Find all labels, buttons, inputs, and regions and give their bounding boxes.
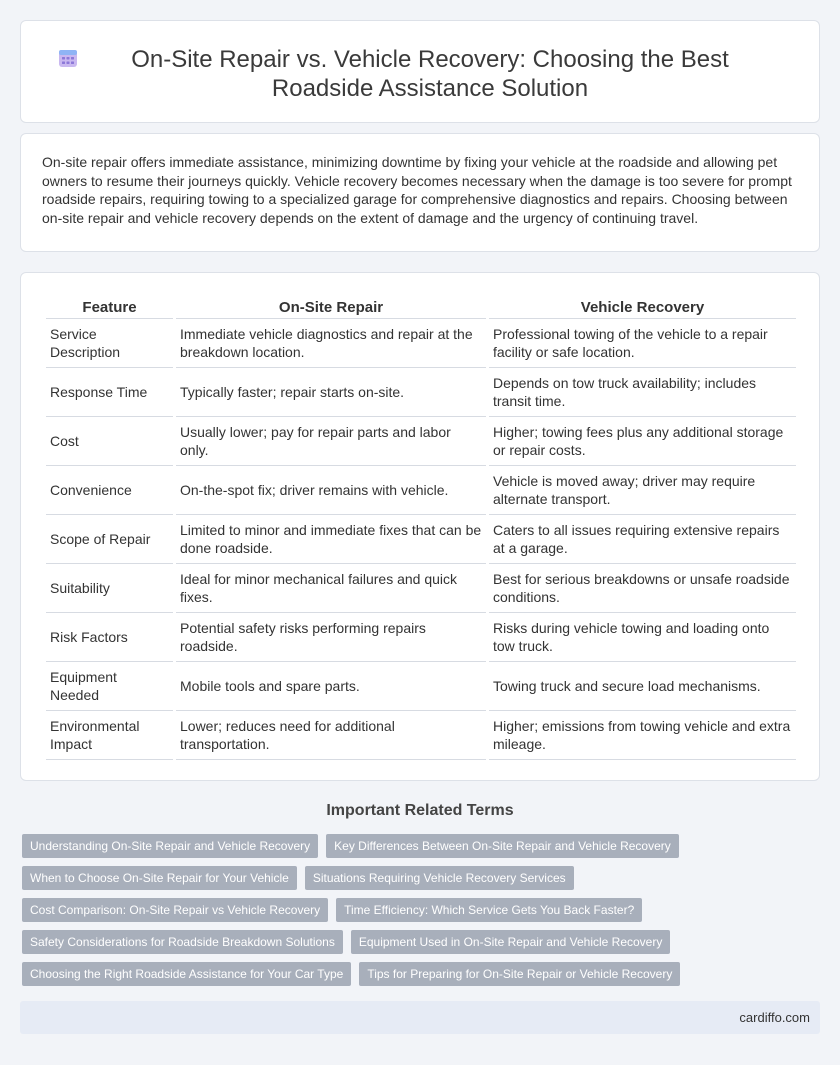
feature-cell: Environmental Impact: [46, 711, 173, 760]
recovery-cell: Higher; towing fees plus any additional storage or repair costs.: [489, 417, 796, 466]
related-term-link[interactable]: Choosing the Right Roadside Assistance for Your Car Type: [22, 962, 351, 986]
tag-row: [22, 898, 822, 922]
on-site-cell: Potential safety risks performing repairs roadside.: [176, 613, 486, 662]
related-term-link[interactable]: Cost Comparison: On-Site Repair vs Vehicle Recovery: [22, 898, 328, 922]
title-card: [20, 20, 820, 123]
feature-cell: Equipment Needed: [46, 662, 173, 711]
tag-row: [22, 930, 822, 954]
recovery-cell: Professional towing of the vehicle to a repair facility or safe location.: [489, 319, 796, 368]
header-vehicle-recovery: Vehicle Recovery: [489, 295, 796, 319]
table-row: [46, 319, 796, 368]
header-on-site-repair: On-Site Repair: [176, 295, 486, 319]
recovery-cell: Towing truck and secure load mechanisms.: [489, 662, 796, 711]
feature-cell: Suitability: [46, 564, 173, 613]
tag-row: [22, 834, 822, 858]
on-site-cell: On-the-spot fix; driver remains with vehicle.: [176, 466, 486, 515]
feature-cell: Scope of Repair: [46, 515, 173, 564]
related-term-link[interactable]: Equipment Used in On-Site Repair and Vehicle Recovery: [351, 930, 671, 954]
on-site-cell: Limited to minor and immediate fixes that can be done roadside.: [176, 515, 486, 564]
related-terms-list: [22, 834, 822, 994]
recovery-cell: Depends on tow truck availability; includes transit time.: [489, 368, 796, 417]
related-term-link[interactable]: When to Choose On-Site Repair for Your Vehicle: [22, 866, 297, 890]
related-term-link[interactable]: Understanding On-Site Repair and Vehicle Recovery: [22, 834, 318, 858]
recovery-cell: Vehicle is moved away; driver may require alternate transport.: [489, 466, 796, 515]
related-term-link[interactable]: Tips for Preparing for On-Site Repair or Vehicle Recovery: [359, 962, 680, 986]
related-term-link[interactable]: Key Differences Between On-Site Repair and Vehicle Recovery: [326, 834, 679, 858]
on-site-cell: Immediate vehicle diagnostics and repair at the breakdown location.: [176, 319, 486, 368]
related-terms-heading: Important Related Terms: [326, 802, 514, 819]
intro-paragraph: On-site repair offers immediate assistance, minimizing downtime by fixing your vehicle at the roadside and allowing pet owners to resume their journeys quickly. Vehicle recovery becomes necessary when the damage is too severe for prompt roadside repairs, requiring towing to a specialized garage for comprehensive diagnostics and repairs. Choosing between on-site repair and vehicle recovery depends on the extent of damage and the urgency of continuing travel.: [42, 154, 792, 226]
feature-cell: Cost: [46, 417, 173, 466]
feature-cell: Service Description: [46, 319, 173, 368]
recovery-cell: Caters to all issues requiring extensive repairs at a garage.: [489, 515, 796, 564]
table-row: [46, 711, 796, 760]
intro-card: [20, 133, 820, 252]
on-site-cell: Ideal for minor mechanical failures and quick fixes.: [176, 564, 486, 613]
on-site-cell: Usually lower; pay for repair parts and labor only.: [176, 417, 486, 466]
related-term-link[interactable]: Situations Requiring Vehicle Recovery Services: [305, 866, 574, 890]
recovery-cell: Higher; emissions from towing vehicle and extra mileage.: [489, 711, 796, 760]
comparison-table-card: [20, 272, 820, 781]
recovery-cell: Best for serious breakdowns or unsafe roadside conditions.: [489, 564, 796, 613]
page-title: On-Site Repair vs. Vehicle Recovery: Choosing the Best Roadside Assistance Solution: [131, 46, 729, 102]
table-row: [46, 515, 796, 564]
table-row: [46, 466, 796, 515]
table-row: [46, 368, 796, 417]
header-feature: Feature: [46, 295, 173, 319]
table-row: [46, 417, 796, 466]
table-row: [46, 662, 796, 711]
table-row: [46, 564, 796, 613]
on-site-cell: Mobile tools and spare parts.: [176, 662, 486, 711]
feature-cell: Response Time: [46, 368, 173, 417]
on-site-cell: Typically faster; repair starts on-site.: [176, 368, 486, 417]
comparison-table: [43, 295, 799, 760]
site-link[interactable]: cardiffo.com: [739, 1010, 810, 1025]
related-term-link[interactable]: Safety Considerations for Roadside Breakdown Solutions: [22, 930, 343, 954]
on-site-cell: Lower; reduces need for additional transportation.: [176, 711, 486, 760]
recovery-cell: Risks during vehicle towing and loading onto tow truck.: [489, 613, 796, 662]
footer: [20, 1001, 820, 1034]
table-header-row: [46, 295, 796, 319]
tag-row: [22, 866, 822, 890]
feature-cell: Convenience: [46, 466, 173, 515]
tag-row: [22, 962, 822, 986]
related-term-link[interactable]: Time Efficiency: Which Service Gets You Back Faster?: [336, 898, 642, 922]
feature-cell: Risk Factors: [46, 613, 173, 662]
table-row: [46, 613, 796, 662]
